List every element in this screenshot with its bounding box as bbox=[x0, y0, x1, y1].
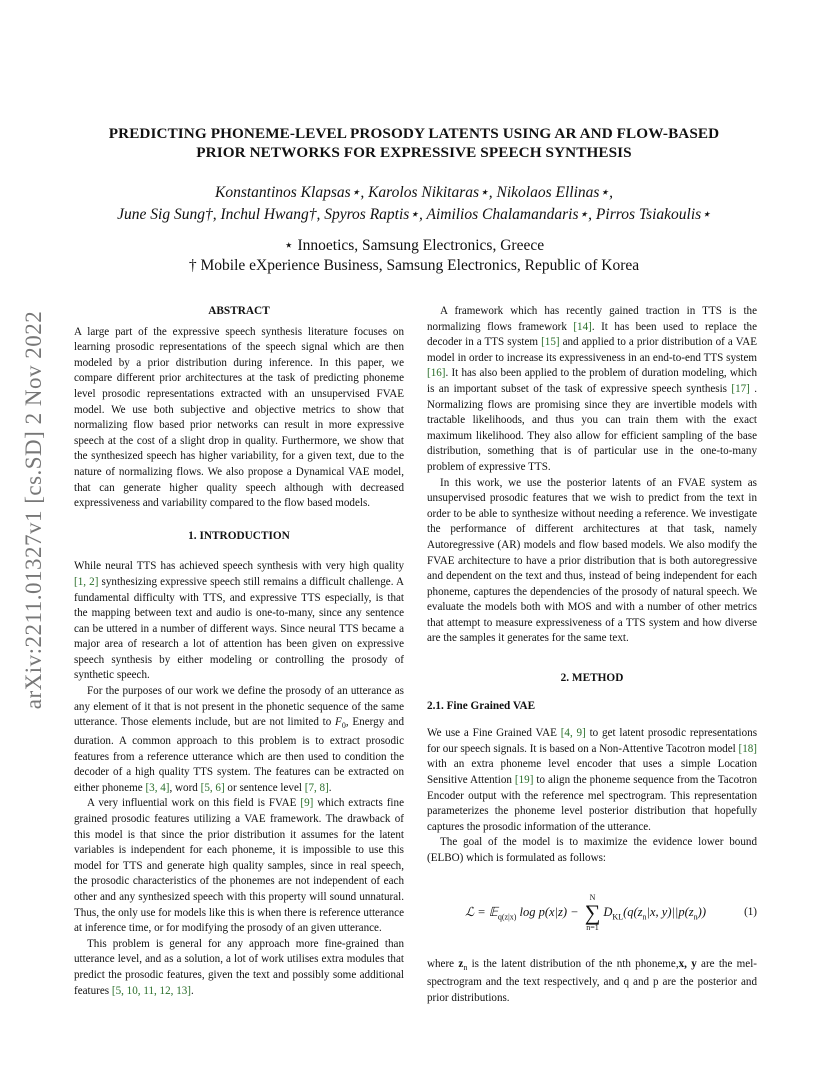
variables-paragraph bbox=[427, 957, 757, 1007]
text-run: A very influential work on this field is FVAE bbox=[87, 797, 301, 810]
z-symbol: z bbox=[458, 957, 464, 970]
citation-link[interactable]: [5, 10, 11, 12, 13] bbox=[111, 984, 191, 997]
text-run: A framework which has recently gained traction in TTS is the normalizing flows framework bbox=[427, 305, 757, 333]
eq-sub: n bbox=[642, 911, 647, 921]
affiliations bbox=[60, 236, 768, 276]
introduction-heading: 1. INTRODUCTION bbox=[188, 529, 290, 542]
affiliation-2: † Mobile eXperience Business, Samsung Electronics, Republic of Korea bbox=[188, 257, 640, 274]
sum-upper-limit: N bbox=[589, 892, 596, 902]
text-run: are the mel-spectrogram and the text respectively, and q and p are the posterior and prior distributions. bbox=[427, 957, 757, 1004]
citation-link[interactable]: [5, 6] bbox=[200, 781, 225, 794]
citation-link[interactable]: [15] bbox=[541, 336, 560, 349]
title-line-1: PREDICTING PHONEME-LEVEL PROSODY LATENTS USING AR AND FLOW-BASED bbox=[108, 125, 720, 142]
citation-link[interactable]: [19] bbox=[514, 774, 534, 787]
text-run: . It has been used to replace the decoder in a TTS system bbox=[427, 320, 757, 349]
text-run: synthesizing expressive speech still remains a difficult challenge. A fundamental difficulty with TTS, and expressive TTS especially, is that the mapping between text and audio is one-to-many, since any sentence can be uttered in a number of different ways. Since neural TTS became a major area of research a lot of attention has been given on expressive speech synthesis by either modeling or controlling the prosody of synthetic speech. bbox=[74, 575, 405, 682]
text-run: . bbox=[190, 984, 194, 997]
left-column bbox=[74, 304, 404, 999]
text-run: , Energy and duration. A common approach to this problem is to extract prosodic features from a reference utterance which are then used to condition the decoder of a high quality TTS system. The features can be extracted on either phoneme bbox=[74, 716, 404, 794]
text-run: While neural TTS has achieved speech synthesis with very high quality bbox=[74, 560, 404, 573]
arxiv-identifier: arXiv:2211.01327v1 [cs.SD] 2 Nov 2022 bbox=[21, 310, 46, 710]
text-run: or sentence level bbox=[224, 781, 305, 794]
intro-paragraph-4 bbox=[74, 937, 404, 999]
eq-term: )) bbox=[697, 904, 706, 919]
text-run: , word bbox=[169, 781, 201, 794]
authors-line-2: June Sig Sung†, Inchul Hwang†, Spyros Raptis⋆, Aimilios Chalamandaris⋆, Pirros Tsiakoulis⋆ bbox=[117, 206, 711, 223]
abstract-heading: ABSTRACT bbox=[208, 305, 270, 317]
eq-term: (q(z bbox=[623, 904, 643, 919]
text-run: where bbox=[427, 957, 459, 970]
text-run: to get latent prosodic representations for our speech signals. It is based on a Non-Attentive Tacotron model bbox=[427, 727, 758, 755]
citation-link[interactable]: [17] bbox=[731, 382, 750, 395]
text-run: is the latent distribution of the nth phoneme, bbox=[467, 957, 679, 970]
citation-link[interactable]: [9] bbox=[300, 797, 314, 810]
this-work-paragraph: In this work, we use the posterior latents of an FVAE system as unsupervised prosodic features that we wish to predict from the text in order to be able to synthesize without needing a reference. We investigate the performance of different architectures at that task, namely Autoregressive (AR) models and flow based models. We also modify the FVAE architecture to have a prior distribution that is both autoregressive and dependent on the text and thus, instead of being independent for each phoneme, captures the dependencies of the prosody of natural speech. We evaluate the models both with MOS and with a number of other metrics that attempt to measure expressiveness of a TTS system and how diverse are the samples it generates for the same text. bbox=[427, 476, 757, 645]
citation-link[interactable]: [3, 4] bbox=[145, 781, 170, 794]
citation-link[interactable]: [7, 8] bbox=[304, 781, 329, 794]
sum-lower-limit: n=1 bbox=[586, 922, 599, 932]
eq-expectation-sub: q(z|x) bbox=[497, 911, 517, 921]
f0-symbol: F bbox=[335, 716, 342, 729]
text-run: which extracts fine grained prosodic features utilizing a VAE framework. The drawback of this model is that since the prior distribution it assumes for the latent variables is independent for each phoneme, it is impossible to use this model for TTS and generate high quality samples, since in real speech, the prosodic characteristics of the phonemes are not independent of each other and any synthesized speech with this property will sound unnatural. Thus, the only use for models like this is when there is reference utterance at inference time, or for modifying the prosody of an given utterance. bbox=[74, 797, 404, 935]
equation-number: (1) bbox=[744, 905, 757, 918]
text-run: . Normalizing flows are promising since they are invertible models with tractable likelihoods, and thus you can train them with the exact maximum likelihood. They also allow for efficient sampling of the base distribution, something that is of particular use in the one-to-many problem of expressive TTS. bbox=[427, 382, 757, 473]
z-subscript: n bbox=[463, 962, 468, 972]
intro-paragraph-2 bbox=[74, 684, 404, 796]
intro-paragraph-3 bbox=[74, 796, 404, 936]
abstract-text: A large part of the expressive speech synthesis literature focuses on learning prosodic representations of the speech signal which are then modeled by a prior distribution during inference. In this paper, we compare different prior architectures at the task of predicting phoneme level prosodic representations extracted with an unsupervised FVAE model. We use both subjective and objective metrics to show that normalizing flow based prior networks can result in more expressive speech at the cost of a slight drop in quality. Furthermore, we show that the synthesized speech has higher variability, for a given text, due to the nature of normalizing flows. We also propose a Dynamical VAE model, that can generate higher quality speech although with decreased expressiveness and variability compared to the flow based models. bbox=[74, 325, 404, 510]
citation-link[interactable]: [16] bbox=[427, 367, 446, 380]
citation-link[interactable]: [1, 2] bbox=[74, 575, 99, 588]
text-run: For the purposes of our work we define the prosody of an utterance as any element of it that is not present in the phonetic sequence of the same utterance. Those elements include, but are not limited to bbox=[74, 685, 404, 729]
text-run: and applied to a prior distribution of a VAE model in order to increase its expressiveness in an end-to-end TTS system bbox=[427, 336, 757, 364]
eq-sub: n bbox=[693, 911, 698, 921]
elbo-equation bbox=[427, 877, 757, 949]
citation-link[interactable]: [18] bbox=[738, 742, 757, 755]
right-column bbox=[427, 304, 757, 1007]
text-run: with an extra phoneme level encoder that uses a simple Location Sensitive Attention bbox=[427, 758, 757, 787]
xy-symbols: x, y bbox=[678, 957, 697, 970]
equation-body bbox=[427, 893, 744, 933]
kl-subscript: KL bbox=[612, 911, 624, 921]
fvae-paragraph bbox=[427, 726, 757, 835]
eq-log-term: log p(x|z) − bbox=[516, 904, 582, 919]
paper-title bbox=[60, 124, 768, 162]
intro-paragraph-1 bbox=[74, 559, 404, 684]
sum-symbol bbox=[585, 893, 601, 933]
eq-term: |x, y)||p(z bbox=[646, 904, 694, 919]
arxiv-sidebar bbox=[14, 290, 54, 730]
author-list bbox=[60, 182, 768, 226]
text-run: to align the phoneme sequence from the Tacotron Encoder output with the reference mel spectrogram. This representation parameterizes the phoneme level posterior distribution that hopefully captures the prosodic information of the utterance. bbox=[427, 774, 757, 833]
sum-sign: ∑ bbox=[584, 899, 601, 925]
subsection-heading: 2.1. Fine Grained VAE bbox=[427, 699, 536, 712]
flows-paragraph bbox=[427, 304, 757, 476]
text-run: This problem is general for any approach more fine-grained than utterance level, and as a solution, a lot of work utilises extra modules that predict the prosodic features, given the text and possibly some additional features bbox=[74, 937, 404, 997]
authors-line-1: Konstantinos Klapsas⋆, Karolos Nikitaras⋆, Nikolaos Ellinas⋆, bbox=[214, 184, 613, 201]
text-run: . It has also been applied to the problem of duration modeling, which is an important subset of the task of expressive speech synthesis bbox=[427, 367, 757, 395]
elbo-paragraph: The goal of the model is to maximize the evidence lower bound (ELBO) which is formulated as follows: bbox=[427, 836, 757, 864]
affiliation-1: ⋆ Innoetics, Samsung Electronics, Greece bbox=[283, 237, 545, 254]
kl-symbol: D bbox=[603, 904, 613, 919]
title-line-2: PRIOR NETWORKS FOR EXPRESSIVE SPEECH SYNTHESIS bbox=[196, 144, 632, 161]
eq-lhs: ℒ = 𝔼 bbox=[465, 904, 498, 919]
citation-link[interactable]: [4, 9] bbox=[560, 727, 586, 740]
text-run: . bbox=[328, 781, 332, 794]
citation-link[interactable]: [14] bbox=[573, 320, 592, 333]
text-run: We use a Fine Grained VAE bbox=[427, 727, 561, 740]
method-heading: 2. METHOD bbox=[560, 672, 624, 685]
f0-subscript: 0 bbox=[341, 721, 346, 731]
